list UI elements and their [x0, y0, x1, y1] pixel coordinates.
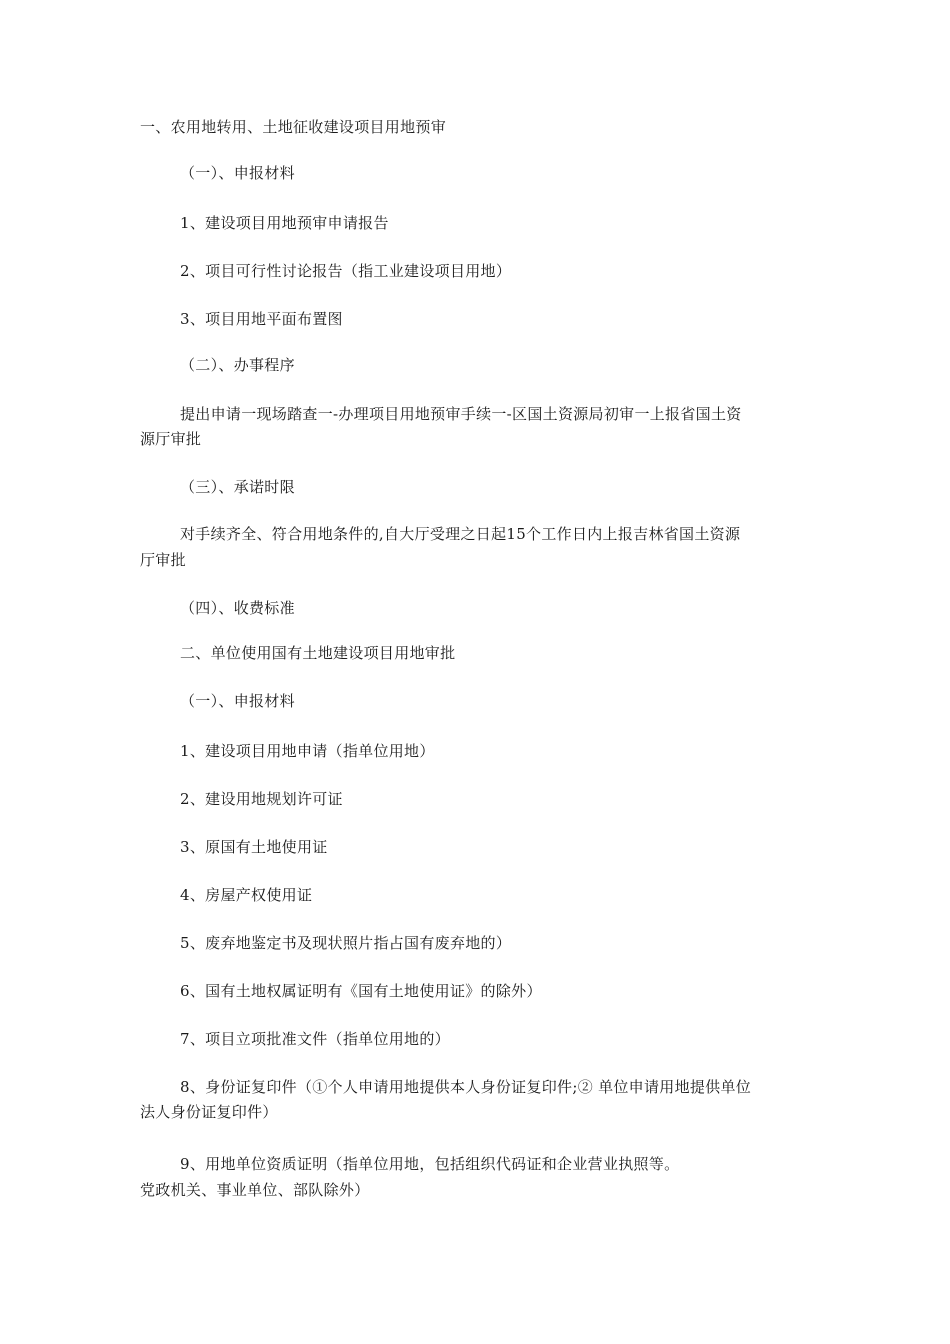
section-2-material-item-8-line-1: 8、身份证复印件（①个人申请用地提供本人身份证复印件;② 单位申请用地提供单位 — [180, 1078, 752, 1096]
section-1-subheading-fees: （四）、收费标准 — [180, 599, 295, 617]
section-1-time-limit-text-line-2: 厅审批 — [140, 551, 186, 569]
section-2-material-item-1: 1、建设项目用地申请（指单位用地） — [180, 742, 435, 760]
section-1-material-item-3: 3、项目用地平面布置图 — [180, 310, 343, 328]
section-2-material-item-9-line-1: 9、用地单位资质证明（指单位用地，包括组织代码证和企业营业执照等。 — [180, 1155, 680, 1173]
section-2-material-item-6: 6、国有土地权属证明有《国有土地使用证》的除外） — [180, 982, 542, 1000]
section-2-material-item-9-line-2: 党政机关、事业单位、部队除外） — [140, 1181, 370, 1199]
section-1-time-limit-text-line-1: 对手续齐全、符合用地条件的,自大厅受理之日起15个工作日内上报吉林省国土资源 — [180, 525, 741, 543]
section-1-subheading-materials: （一）、申报材料 — [180, 164, 295, 182]
section-2-material-item-4: 4、房屋产权使用证 — [180, 886, 313, 904]
section-1-procedure-text-line-1: 提出申请一现场踏查一-办理项目用地预审手续一-区国土资源局初审一上报省国土资 — [180, 405, 742, 423]
section-2-material-item-3: 3、原国有土地使用证 — [180, 838, 328, 856]
section-2-material-item-5: 5、废弃地鉴定书及现状照片指占国有废弃地的） — [180, 934, 512, 952]
section-1-procedure-text-line-2: 源厅审批 — [140, 430, 202, 448]
section-1-material-item-1: 1、建设项目用地预审申请报告 — [180, 214, 389, 232]
section-1-heading: 一、农用地转用、土地征收建设项目用地预审 — [140, 118, 447, 136]
section-2-subheading-materials: （一）、申报材料 — [180, 692, 295, 710]
section-2-material-item-2: 2、建设用地规划许可证 — [180, 790, 343, 808]
section-2-heading: 二、单位使用国有土地建设项目用地审批 — [180, 644, 456, 662]
section-1-material-item-2: 2、项目可行性讨论报告（指工业建设项目用地） — [180, 262, 512, 280]
section-1-subheading-procedure: （二）、办事程序 — [180, 356, 295, 374]
section-2-material-item-7: 7、项目立项批准文件（指单位用地的） — [180, 1030, 450, 1048]
section-1-subheading-time-limit: （三）、承诺时限 — [180, 478, 295, 496]
section-2-material-item-8-line-2: 法人身份证复印件） — [140, 1103, 278, 1121]
